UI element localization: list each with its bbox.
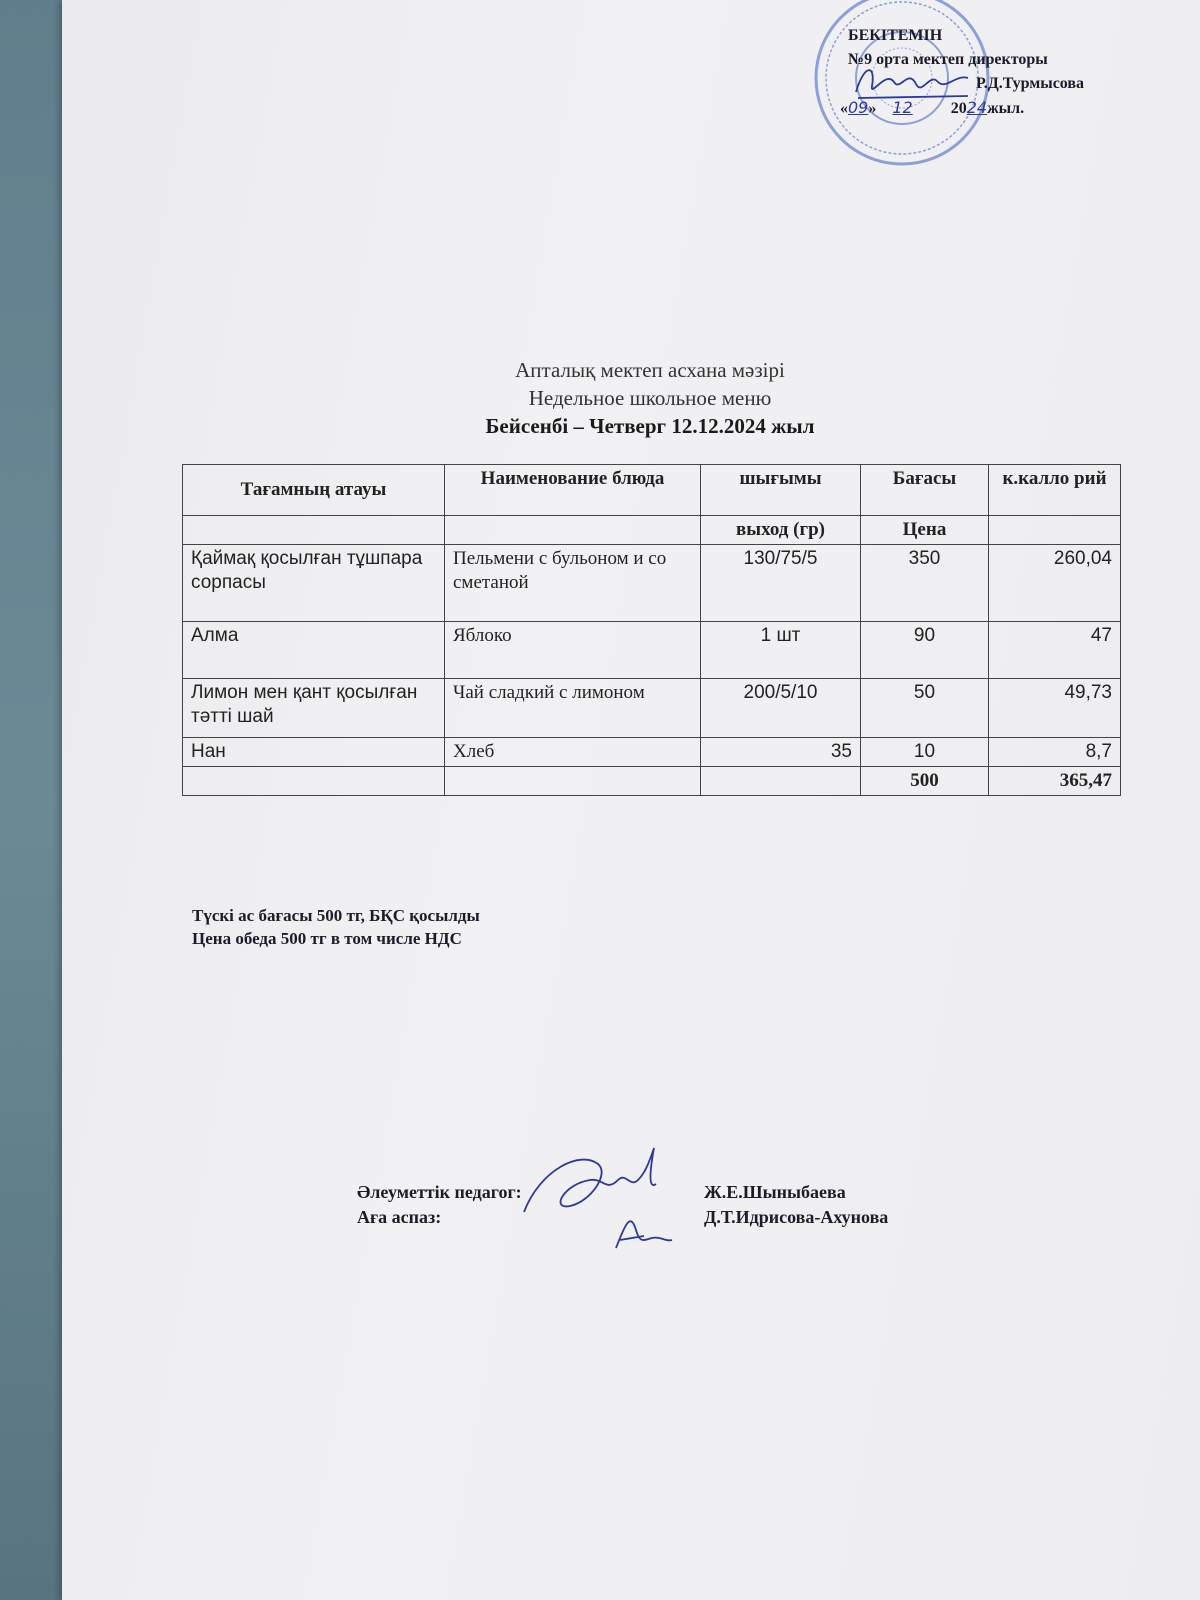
staff-signatures — [520, 1140, 680, 1260]
approval-month: 12 — [892, 98, 913, 117]
dish-price: 90 — [861, 622, 989, 679]
signature-row — [357, 1205, 889, 1230]
header-kcal: к.калло рий — [989, 465, 1121, 516]
dish-ru: Пельмени с бульоном и со сметаной — [445, 545, 701, 622]
header-price-ru: Цена — [861, 516, 989, 545]
header-name-kz: Тағамның атауы — [183, 465, 445, 516]
dish-ru: Хлеб — [445, 738, 701, 767]
header-yield-ru: выход (гр) — [701, 516, 861, 545]
header-price-kz: Бағасы — [861, 465, 989, 516]
signature-block — [357, 1180, 889, 1230]
document-page — [62, 0, 1200, 1600]
dish-price: 50 — [861, 679, 989, 738]
dish-price: 10 — [861, 738, 989, 767]
menu-table — [182, 464, 1121, 796]
signature-role: Аға аспаз: — [357, 1207, 442, 1227]
heading-kz: Апталық мектеп асхана мәзірі — [515, 358, 785, 382]
total-empty — [445, 767, 701, 796]
subheader-empty — [989, 516, 1121, 545]
header-name-ru: Наименование блюда — [445, 465, 701, 516]
note-kz: Түскі ас бағасы 500 тг, БҚС қосылды — [192, 906, 480, 925]
table-row — [183, 679, 1121, 738]
dish-kz: Алма — [183, 622, 445, 679]
approval-year: 24 — [966, 98, 988, 117]
dish-yield: 200/5/10 — [701, 679, 861, 738]
price-notes — [192, 904, 480, 950]
total-empty — [183, 767, 445, 796]
approval-date: «09» 12 2024жыл. — [840, 98, 1025, 117]
director-signature — [852, 60, 972, 105]
approval-title: БЕКІТЕМІН — [848, 27, 943, 44]
dish-kcal: 49,73 — [989, 679, 1121, 738]
dish-price: 350 — [861, 545, 989, 622]
approval-director: Р.Д.Турмысова — [976, 75, 1085, 92]
table-total-row — [183, 767, 1121, 796]
subheader-empty — [445, 516, 701, 545]
dish-ru: Чай сладкий с лимоном — [445, 679, 701, 738]
table-row — [183, 622, 1121, 679]
dish-yield: 1 шт — [701, 622, 861, 679]
total-kcal: 365,47 — [989, 767, 1121, 796]
dish-yield: 130/75/5 — [701, 545, 861, 622]
table-subheader-row — [183, 516, 1121, 545]
signature-row — [357, 1180, 846, 1205]
dish-kz: Қаймақ қосылған тұшпара сорпасы — [183, 545, 445, 622]
heading-ru: Недельное школьное меню — [528, 386, 772, 410]
header-yield-kz: шығымы — [701, 465, 861, 516]
approval-day: 09 — [848, 98, 869, 117]
signature-role: Әлеуметтік педагог: — [357, 1182, 522, 1202]
approval-position: №9 орта мектеп директоры — [848, 51, 1048, 68]
heading-day: Бейсенбі – Четверг 12.12.2024 жыл — [485, 414, 815, 438]
dish-ru: Яблоко — [445, 622, 701, 679]
dish-kcal: 8,7 — [989, 738, 1121, 767]
dish-kz: Лимон мен қант қосылған тәтті шай — [183, 679, 445, 738]
signature-name: Д.Т.Идрисова-Ахунова — [704, 1207, 889, 1227]
subheader-empty — [183, 516, 445, 545]
dish-kcal: 260,04 — [989, 545, 1121, 622]
total-empty — [701, 767, 861, 796]
total-price: 500 — [861, 767, 989, 796]
table-row — [183, 738, 1121, 767]
signature-name: Ж.Е.Шыныбаева — [704, 1182, 846, 1202]
dish-kz: Нан — [183, 738, 445, 767]
table-row — [183, 545, 1121, 622]
note-ru: Цена обеда 500 тг в том числе НДС — [192, 929, 462, 948]
table-header-row — [183, 465, 1121, 516]
dish-yield: 35 — [701, 738, 861, 767]
dish-kcal: 47 — [989, 622, 1121, 679]
